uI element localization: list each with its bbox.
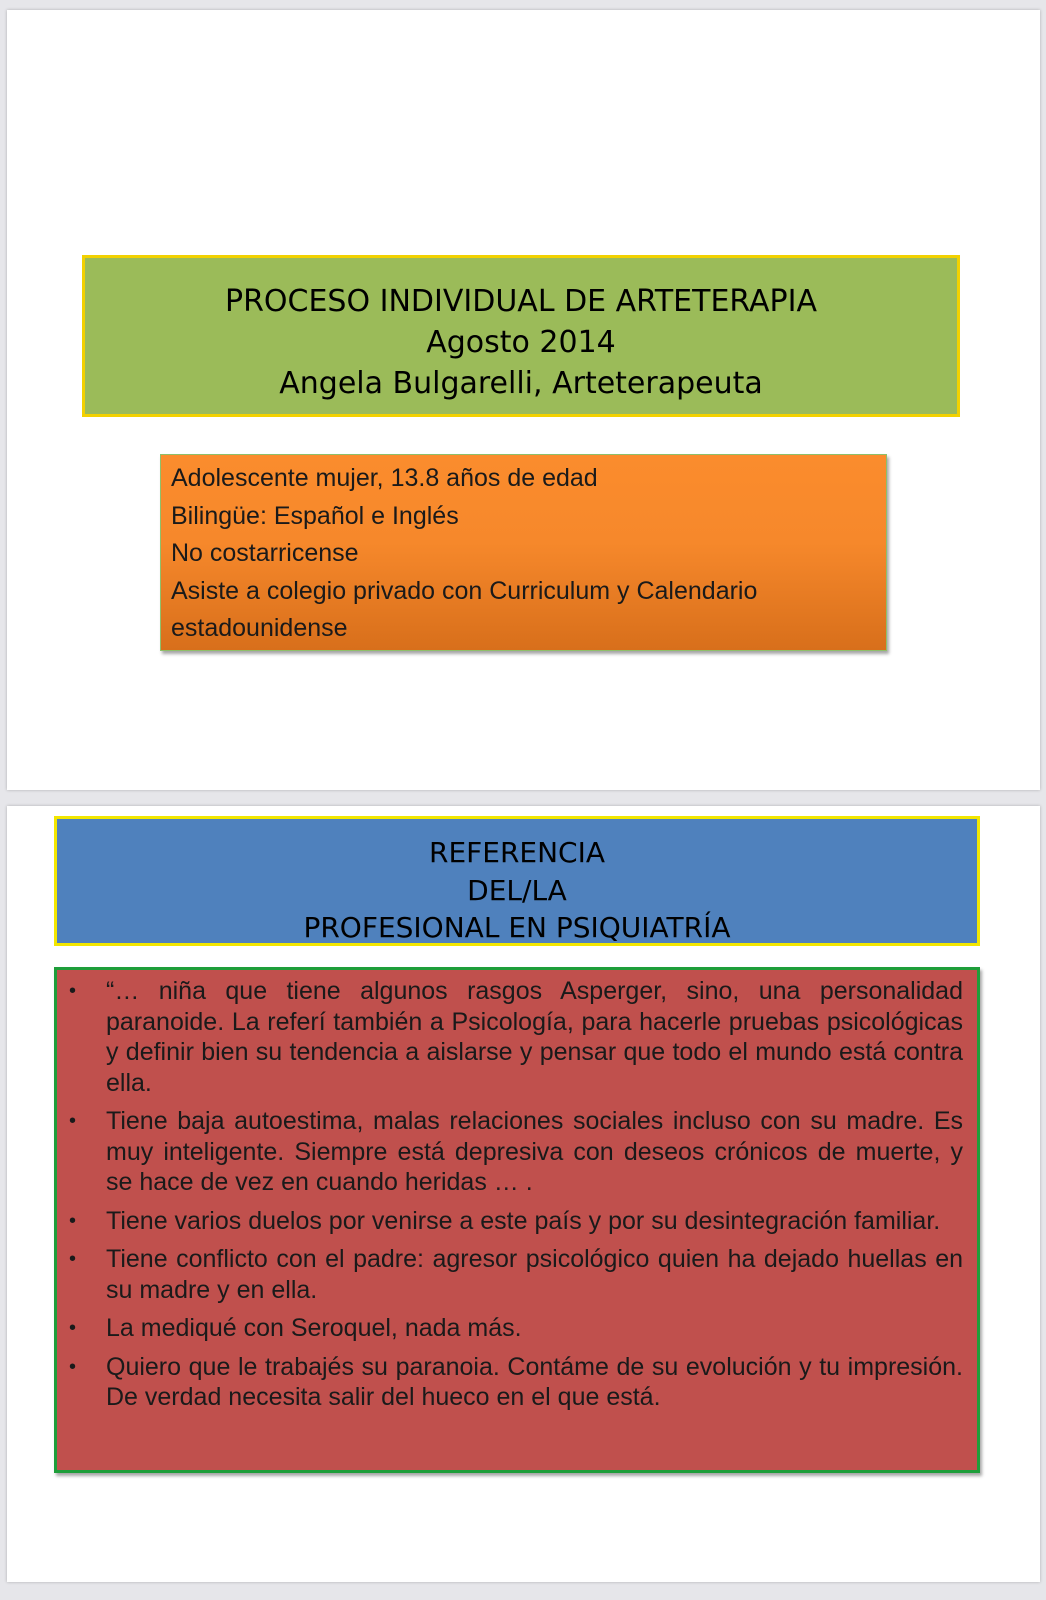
list-item	[57, 1313, 963, 1344]
bullet-icon: •	[69, 1248, 77, 1270]
list-item	[57, 1352, 963, 1413]
bullet-icon: •	[69, 980, 77, 1002]
patient-info-box	[160, 454, 887, 651]
title-line: PROFESIONAL EN PSIQUIATRÍA	[303, 911, 731, 944]
bullet-text: “… niña que tiene algunos rasgos Asperger, sino, una personalidad paranoide. La referí también a Psicología, para hacerle pruebas psicológicas y definir bien su tendencia a aislarse y pensar que todo el mundo está contra ella.	[106, 977, 963, 1097]
list-item	[57, 1206, 963, 1237]
title-line: PROCESO INDIVIDUAL DE ARTETERAPIA	[224, 284, 818, 319]
list-item	[57, 976, 963, 1098]
title-box	[82, 255, 960, 417]
bullet-text: Tiene conflicto con el padre: agresor psicológico quien ha dejado huellas en su madre y en ella.	[106, 1245, 963, 1304]
info-line: Adolescente mujer, 13.8 años de edad	[171, 464, 598, 492]
list-item	[57, 1244, 963, 1305]
bullet-icon: •	[69, 1317, 77, 1339]
bullet-icon: •	[69, 1209, 77, 1232]
title-date: Agosto 2014	[426, 325, 616, 360]
title-line: DEL/LA	[467, 873, 567, 907]
slide-1	[7, 10, 1040, 790]
title-line: REFERENCIA	[429, 836, 605, 869]
bullet-icon: •	[69, 1355, 77, 1378]
info-line: Bilingüe: Español e Inglés	[171, 501, 459, 530]
list-item	[57, 1106, 963, 1198]
info-line: estadounidense	[171, 614, 348, 642]
info-line: Asiste a colegio privado con Curriculum y Calendario	[171, 576, 758, 605]
referral-title-box	[54, 816, 980, 946]
bullet-list	[57, 976, 963, 1413]
bullet-text: Tiene baja autoestima, malas relaciones sociales incluso con su madre. Es muy inteligente. Siempre está depresiva con deseos crónicos de muerte, y se hace de vez en cuando heridas … .	[106, 1107, 963, 1196]
bullet-text: La mediqué con Seroquel, nada más.	[106, 1314, 522, 1342]
bullet-text: Quiero que le trabajés su paranoia. Contáme de su evolución y tu impresión. De verdad necesita salir del hueco en el que está.	[106, 1352, 963, 1411]
bullet-icon: •	[69, 1110, 77, 1132]
info-line: No costarricense	[171, 539, 359, 567]
bullet-text: Tiene varios duelos por venirse a este país y por su desintegración familiar.	[106, 1206, 941, 1235]
referral-notes-box	[54, 967, 980, 1473]
title-author: Angela Bulgarelli, Arteterapeuta	[279, 366, 763, 401]
slide-2	[7, 806, 1040, 1582]
